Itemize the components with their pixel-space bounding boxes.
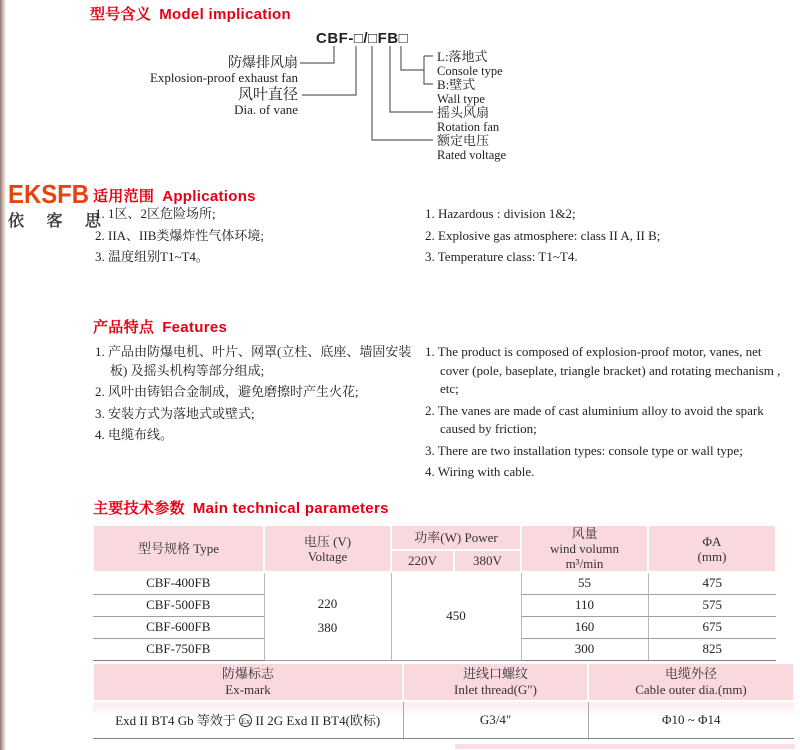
cell-type: CBF-400FB xyxy=(93,572,264,594)
model-left-labels xyxy=(58,56,298,117)
features-heading-en: Features xyxy=(162,319,228,336)
ex-header-row xyxy=(93,663,794,701)
applications-item-en: 2. Explosive gas atmosphere: class II A, II B; xyxy=(425,227,661,243)
applications-list-en xyxy=(425,205,785,270)
exmark-header-en: Ex-mark xyxy=(225,682,271,697)
cell-cable-dia: Φ10 ~ Φ14 xyxy=(588,701,794,738)
cell-wind: 110 xyxy=(521,594,648,616)
features-item-zh: 4. 电缆布线。 xyxy=(95,427,174,442)
ex-mark-table xyxy=(92,662,795,739)
cell-wind: 300 xyxy=(521,638,648,660)
tech-params-heading-en: Main technical parameters xyxy=(192,500,389,517)
cell-type: CBF-750FB xyxy=(93,638,264,660)
label-vane-dia-zh: 风叶直径 xyxy=(237,87,298,103)
exmark-header-zh: 防爆标志 xyxy=(221,666,274,681)
model-code: CBF-□/□FB□ xyxy=(316,30,409,47)
label-rotation-en: Rotation fan xyxy=(437,120,500,134)
col-header-exmark xyxy=(93,663,403,701)
features-item-zh: 3. 安装方式为落地式或壁式; xyxy=(95,405,255,421)
features-item-en: 3. There are two installation types: console type or wall type; xyxy=(425,442,743,458)
label-voltage-zh: 额定电压 xyxy=(437,133,490,148)
model-right-labels xyxy=(437,50,506,162)
applications-heading-zh: 适用范围 xyxy=(93,188,155,205)
cell-dia: 575 xyxy=(648,594,776,616)
wind-header-zh: 风量 xyxy=(571,526,598,541)
label-console-en: Console type xyxy=(437,64,503,78)
dia-header-unit: (mm) xyxy=(697,548,727,564)
cable-header-en: Cable outer dia.(mm) xyxy=(635,682,747,697)
features-item-en: 2. The vanes are made of cast aluminium alloy to avoid the spark caused by friction; xyxy=(425,402,764,436)
applications-heading xyxy=(93,185,256,206)
tech-params-heading-zh: 主要技术参数 xyxy=(93,500,185,517)
label-vane-dia-en: Dia. of vane xyxy=(234,102,298,117)
tech-params-heading xyxy=(93,497,389,518)
voltage-value-380: 380 xyxy=(317,620,338,636)
company-logo xyxy=(8,179,110,231)
col-header-wind xyxy=(521,525,648,572)
features-list-en xyxy=(425,343,787,485)
exmark-text-suffix: II 2G Exd II BT4(欧标) xyxy=(252,713,381,729)
tech-params-table xyxy=(92,524,777,661)
dia-header-symbol: ΦA xyxy=(702,533,722,549)
features-item-zh: 1. 产品由防爆电机、叶片、网罩(立柱、底座、墙固安装板) 及摇头机构等部分组成; xyxy=(95,344,412,378)
logo-chinese-name: 依 客 思 xyxy=(8,213,110,230)
applications-item-en: 3. Temperature class: T1~T4. xyxy=(425,249,578,264)
model-heading-en: Model implication xyxy=(159,6,291,23)
features-item-en: 4. Wiring with cable. xyxy=(425,464,535,479)
col-header-power: 功率(W) Power xyxy=(391,525,521,550)
cell-power-merged: 450 xyxy=(391,572,521,660)
label-wall-zh: B:壁式 xyxy=(437,77,476,92)
cell-type: CBF-600FB xyxy=(93,616,264,638)
features-item-en: 1. The product is composed of explosion-proof motor, vanes, net cover (pole, baseplate, triangle bracket) and rotating mechanism , etc; xyxy=(425,344,781,396)
applications-item-zh: 2. IIA、IIB类爆炸性气体环境; xyxy=(95,227,264,243)
table-row xyxy=(93,572,776,594)
label-rotation-zh: 摇头风扇 xyxy=(437,105,490,120)
ex-body-row xyxy=(93,701,794,738)
applications-item-zh: 3. 温度组别T1~T4。 xyxy=(95,249,209,264)
atex-ex-symbol-icon: Ex xyxy=(240,716,251,727)
cell-inlet-thread: G3/4" xyxy=(403,701,588,738)
cell-dia: 475 xyxy=(648,572,776,594)
applications-item-zh: 1. 1区、2区危险场所; xyxy=(95,206,216,221)
bottom-pink-strip xyxy=(455,744,795,749)
col-header-type: 型号规格 Type xyxy=(93,525,264,572)
label-exhaust-fan-zh: 防爆排风扇 xyxy=(228,56,298,71)
wind-header-unit: m³/min xyxy=(565,556,604,571)
cell-wind: 160 xyxy=(521,616,648,638)
applications-heading-en: Applications xyxy=(162,188,256,205)
features-heading-zh: 产品特点 xyxy=(93,319,155,336)
col-header-220v: 220V xyxy=(391,550,454,572)
label-wall-en: Wall type xyxy=(437,92,485,106)
col-header-inlet xyxy=(403,663,588,701)
model-heading-zh: 型号含义 xyxy=(90,6,152,23)
cell-voltage-merged xyxy=(264,572,391,660)
wind-header-en: wind volumn xyxy=(550,541,619,556)
cable-header-zh: 电缆外径 xyxy=(664,666,717,681)
features-item-zh: 2. 风叶由铸铝合金制成，避免磨擦时产生火花; xyxy=(95,384,359,399)
logo-brand-text: EKSFB xyxy=(8,179,90,209)
cell-exmark xyxy=(93,701,403,738)
inlet-header-zh: 进线口螺纹 xyxy=(462,666,528,681)
cell-type: CBF-500FB xyxy=(93,594,264,616)
applications-list-zh xyxy=(95,205,415,270)
voltage-header-en: Voltage xyxy=(307,548,348,564)
features-heading xyxy=(93,316,227,337)
col-header-cable xyxy=(588,663,794,701)
col-header-dia xyxy=(648,525,776,572)
inlet-header-en: Inlet thread(G") xyxy=(454,682,537,697)
label-console-zh: L:落地式 xyxy=(437,49,488,64)
col-header-voltage xyxy=(264,525,391,572)
label-exhaust-fan-en: Explosion-proof exhaust fan xyxy=(149,70,298,85)
voltage-header-zh: 电压 (V) xyxy=(303,533,352,549)
applications-item-en: 1. Hazardous : division 1&2; xyxy=(425,206,576,221)
cell-dia: 825 xyxy=(648,638,776,660)
features-list-zh xyxy=(95,343,425,448)
cell-dia: 675 xyxy=(648,616,776,638)
cell-wind: 55 xyxy=(521,572,648,594)
exmark-text-prefix: Exd II BT4 Gb 等效于 xyxy=(115,713,240,729)
col-header-380v: 380V xyxy=(454,550,521,572)
voltage-value-220: 220 xyxy=(317,596,338,612)
label-voltage-en: Rated voltage xyxy=(437,148,507,162)
tech-header-row-1 xyxy=(93,525,776,550)
